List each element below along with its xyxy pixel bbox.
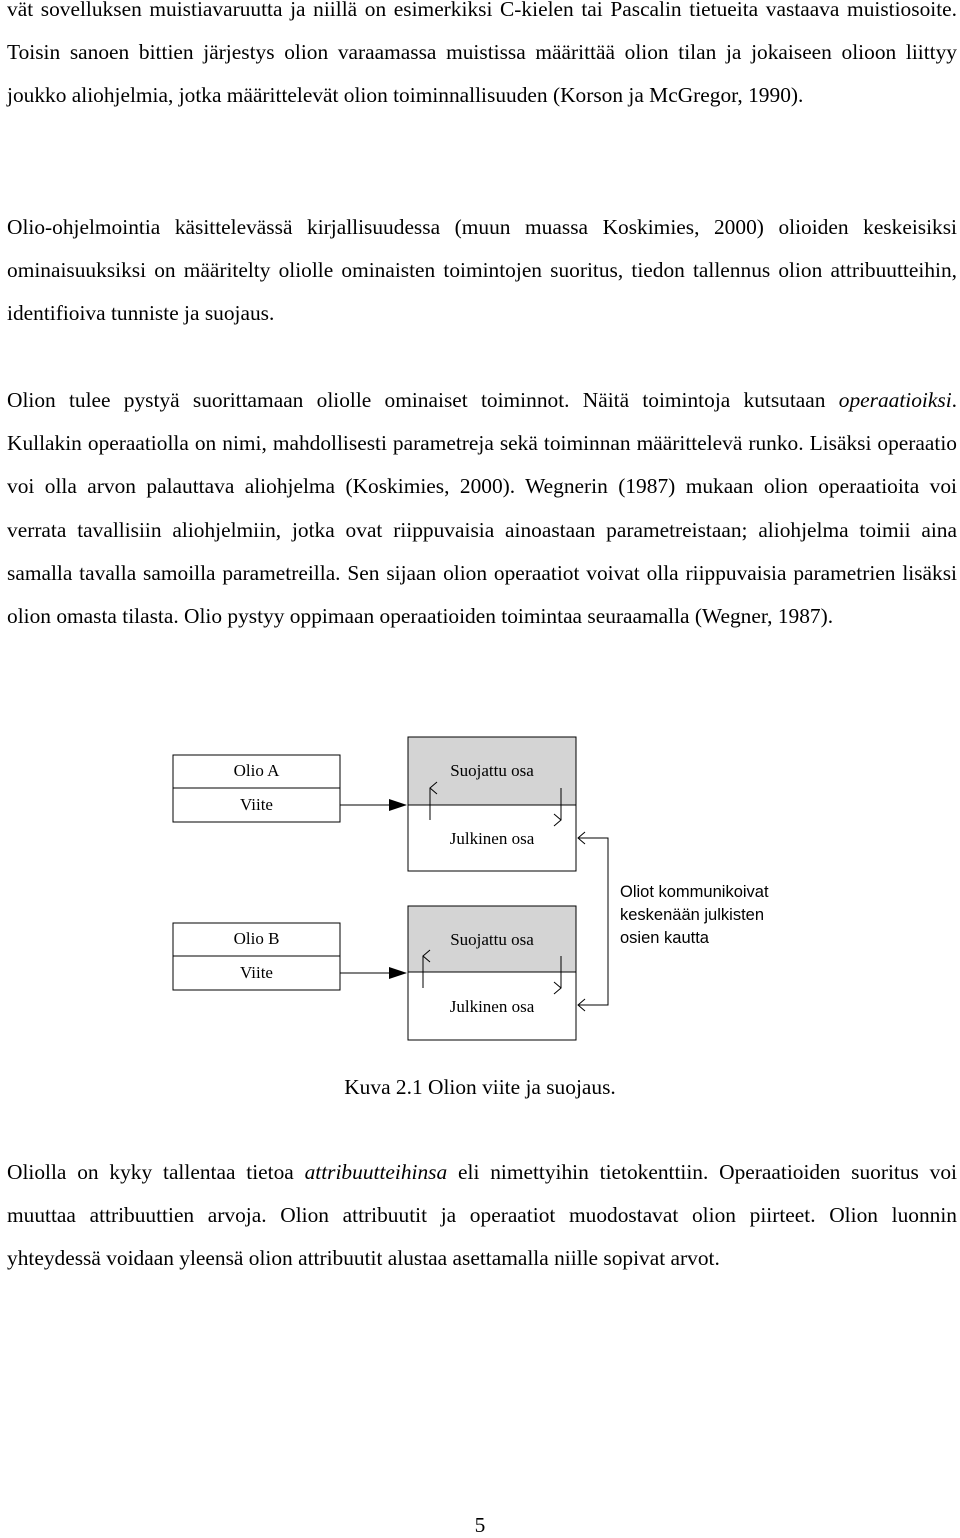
paragraph-3	[7, 379, 957, 638]
object-b-reference: Viite	[240, 963, 273, 982]
page-number: 5	[474, 1513, 486, 1537]
figure-caption: Kuva 2.1 Olion viite ja suojaus.	[344, 1075, 616, 1099]
paragraph-1: vät sovelluksen muistiavaruutta ja niillä on esimerkiksi C-kielen tai Pascalin tietueita vastaava muistiosoite. Toisin sanoen bittien järjestys olion varaamassa muistissa määrittää olion tilan ja jokaiseen olioon liittyy joukko aliohjelmia, jotka määrittelevät olion toiminnallisuuden (Korson ja McGregor, 1990).	[7, 0, 957, 108]
paragraph-3-text-a: Olion tulee pystyä suorittamaan oliolle ominaiset toiminnot. Näitä toimintoja kutsutaan	[7, 388, 839, 412]
paragraph-2: Olio-ohjelmointia käsittelevässä kirjallisuudessa (muun muassa Koskimies, 2000) olioiden keskeisiksi ominaisuuksiksi on määritelty oliolle ominaisten toimintojen suoritus, tiedon tallennus olion attribuutteihin, identifioiva tunniste ja suojaus.	[7, 215, 957, 326]
object-2-public-label: Julkinen osa	[449, 997, 535, 1016]
paragraph-3-text-b: . Kullakin operaatiolla on nimi, mahdollisesti parametreja sekä toiminnan määrittelevä runko. Lisäksi operaatio voi olla arvon palauttava aliohjelma (Koskimies, 2000). Wegnerin (1987) mukaan olion operaatioita voi verrata tavallisiin aliohjelmiin, jotka ovat riippuvaisia ainoastaan parametreistaan; aliohjelma toimii aina samalla tavalla samoilla parametreilla. Sen sijaan olion operaatiot voivat olla riippuvaisia parametrien lisäksi olion omasta tilasta. Olio pystyy oppimaan operaatioiden toimintaa seuraamalla (Wegner, 1987).	[7, 388, 957, 629]
object-1-protected-label: Suojattu osa	[450, 761, 534, 780]
figure-object-reference-diagram	[0, 730, 960, 1110]
term-operaatioiksi: operaatioiksi	[838, 388, 952, 412]
paragraph-4-text-a: Oliolla on kyky tallentaa tietoa	[7, 1160, 305, 1184]
object-2-protected-label: Suojattu osa	[450, 930, 534, 949]
communication-bracket	[578, 838, 608, 1005]
term-attribuutteihinsa: attribuutteihinsa	[304, 1160, 448, 1184]
object-a-name: Olio A	[233, 761, 280, 780]
object-b-name: Olio B	[233, 929, 280, 948]
communication-note: Oliot kommunikoivat keskenään julkisten osien kautta	[620, 883, 769, 947]
object-1-public-label: Julkinen osa	[449, 829, 535, 848]
paragraph-4-text-b: eli nimettyihin tietokenttiin. Operaatioiden suoritus voi muuttaa attribuuttien arvoja. Olion attribuutit ja operaatiot muodostavat olion piirteet. Olion luonnin yhteydessä voidaan yleensä olion attribuutit alustaa asettamalla niille sopivat arvot.	[7, 1160, 957, 1271]
object-a-reference: Viite	[240, 795, 273, 814]
paragraph-4	[7, 1151, 957, 1281]
